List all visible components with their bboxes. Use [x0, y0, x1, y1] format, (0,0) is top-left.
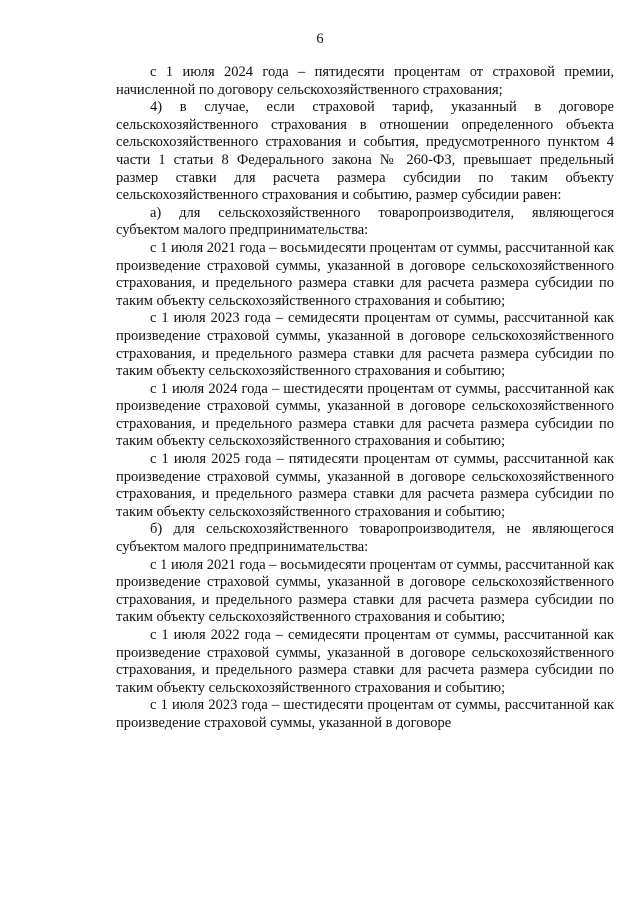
paragraph: с 1 июля 2023 года – шестидесяти процентам от суммы, рассчитанной как произведение страховой суммы, указанной в договоре — [116, 697, 614, 731]
paragraph: с 1 июля 2025 года – пятидесяти процентам от суммы, рассчитанной как произведение страховой суммы, указанной в договоре сельскохозяйственного страхования, и предельного размера ставки для расчета размера субсидии по таким объекту сельскохозяйственного страхования и событию; — [116, 451, 614, 520]
paragraph: а) для сельскохозяйственного товаропроизводителя, являющегося субъектом малого предпринимательства: — [116, 204, 614, 239]
paragraph: б) для сельскохозяйственного товаропроизводителя, не являющегося субъектом малого предпринимательства: — [116, 521, 614, 556]
paragraph: с 1 июля 2022 года – семидесяти процентам от суммы, рассчитанной как произведение страховой суммы, указанной в договоре сельскохозяйственного страхования, и предельного размера ставки для расчета размера субсидии по таким объекту сельскохозяйственного страхования и событию; — [116, 627, 614, 696]
page-body — [116, 64, 614, 733]
page-number: 6 — [316, 31, 324, 47]
paragraph: 4) в случае, если страховой тариф, указанный в договоре сельскохозяйственного страхования в отношении определенного объекта сельскохозяйственного страхования и события, предусмотренного пунктом 4 части 1 статьи 8 Федерального закона № 260-ФЗ, превышает предельный размер ставки для расчета размера субсидии по таким объекту сельскохозяйственного страхования и событию, размер субсидии равен: — [116, 99, 614, 204]
paragraph: с 1 июля 2023 года – семидесяти процентам от суммы, рассчитанной как произведение страховой суммы, указанной в договоре сельскохозяйственного страхования, и предельного размера ставки для расчета размера субсидии по таким объекту сельскохозяйственного страхования и событию; — [116, 310, 614, 380]
paragraph: с 1 июля 2024 года – шестидесяти процентам от суммы, рассчитанной как произведение страховой суммы, указанной в договоре сельскохозяйственного страхования, и предельного размера ставки для расчета размера субсидии по таким объекту сельскохозяйственного страхования и событию; — [116, 380, 614, 450]
paragraph: с 1 июля 2024 года – пятидесяти процентам от страховой премии, начисленной по договору сельскохозяйственного страхования; — [116, 64, 614, 98]
paragraph: с 1 июля 2021 года – восьмидесяти процентам от суммы, рассчитанной как произведение страховой суммы, указанной в договоре сельскохозяйственного страхования, и предельного размера ставки для расчета размера субсидии по таким объекту сельскохозяйственного страхования и событию; — [116, 239, 614, 309]
paragraph: с 1 июля 2021 года – восьмидесяти процентам от суммы, рассчитанной как произведение страховой суммы, указанной в договоре сельскохозяйственного страхования, и предельного размера ставки для расчета размера субсидии по таким объекту сельскохозяйственного страхования и событию; — [116, 556, 614, 626]
